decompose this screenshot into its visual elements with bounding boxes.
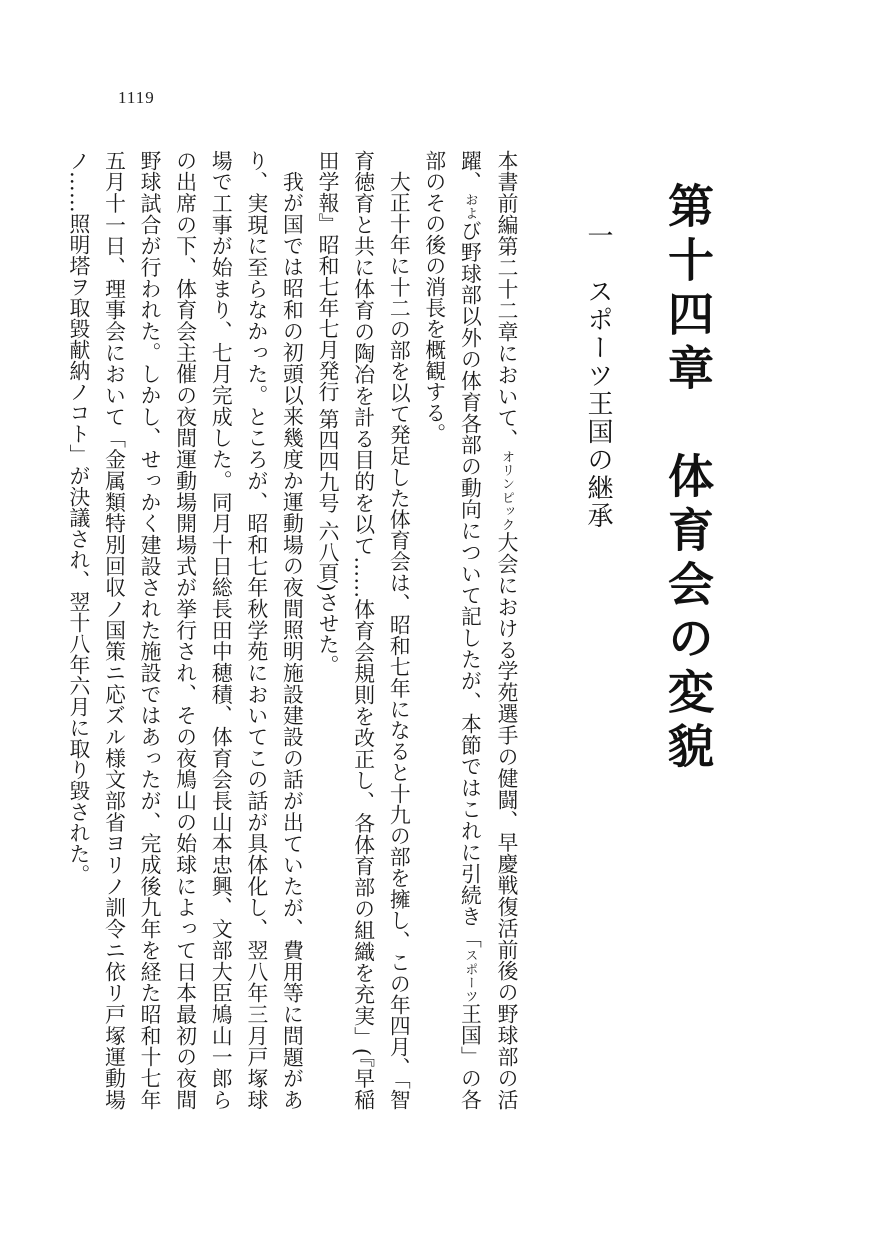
small-text-run: スポーツ	[462, 948, 478, 1004]
body-text	[65, 150, 524, 1111]
text-run: 王国」の各部のその後の消長を概観する。	[421, 150, 482, 1111]
paragraph-intro	[415, 150, 524, 1110]
text-run: び野球部以外の体育各部の動向について記したが、本節ではこれに引続き「	[457, 220, 482, 949]
page-number: 1119	[118, 88, 155, 107]
paragraph-night-lighting: 我が国では昭和の初頭以来幾度か運動場の夜間照明施設建設の話が出ていたが、費用等に問題があり、実現に至らなかった。ところが、昭和七年秋学苑においてこの話が具体化し、翌八年三月戸塚球場で工事が始まり、七月完成した。同月十日総長田中穂積、体育会長山本忠興、文部大臣鳩山一郎らの出席の下、体育会主催の夜間運動場開場式が挙行され、その夜鳩山の始球によって日本最初の夜間野球試合が行われた。しかし、せっかく建設された施設ではあったが、完成後九年を経た昭和十七年五月十一日、理事会において「金属類特別回収ノ国策ニ応ズル様文部省ヨリノ訓令ニ依リ戸塚運動場ノ……照明塔ヲ取毀献納ノコト」が決議され、翌十八年六月に取り毀された。	[65, 150, 304, 1110]
paragraph-taiikukai: 大正十年に十二の部を以て発足した体育会は、昭和七年になると十九の部を擁し、この年四月、「智育徳育と共に体育の陶冶を計る目的を以て……体育会規則を改正し、各体育部の組織を充実」(『早稲田学報』昭和七年七月発行 第四四九号 六八頁)させた。	[315, 150, 411, 1110]
small-text-run: オリンピック	[499, 450, 514, 532]
small-text-run: およ	[462, 192, 478, 221]
section-title: 一 スポーツ王国の継承	[583, 222, 613, 530]
text-run: 大会における学苑選手の健闘、早慶戦復活前後の野球部の活躍、	[457, 150, 518, 1111]
chapter-title: 第十四章 体育会の変貌	[661, 182, 715, 776]
text-run: 本書前編第二十二章において、	[494, 150, 518, 451]
